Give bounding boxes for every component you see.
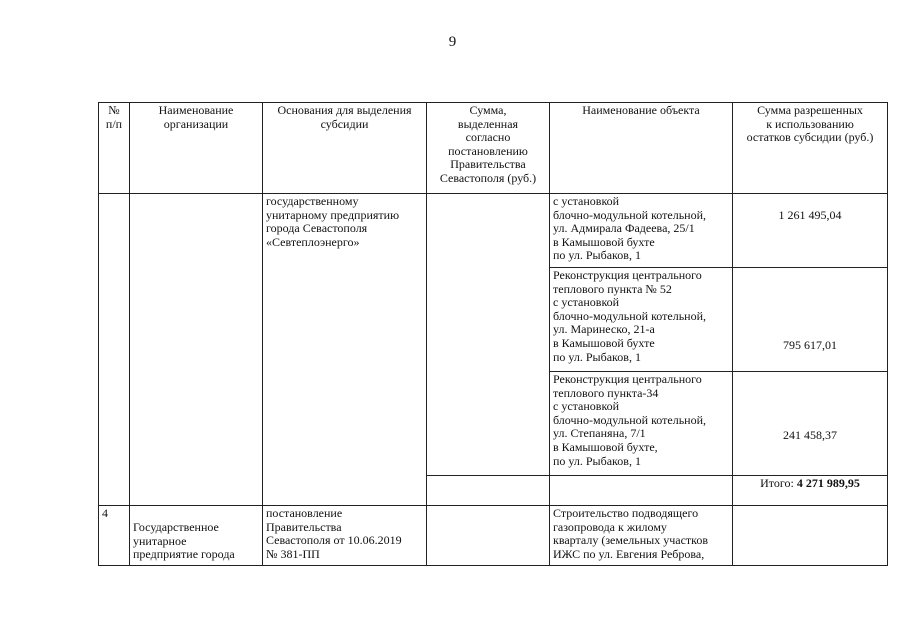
- cell-object-2: Реконструкция центрального теплового пункта № 52 с установкой блочно-модульной котельной, ул. Маринеско, 21-а в Камышовой бухте по ул. Рыбаков, 1: [550, 268, 733, 372]
- cell-sum-2: 795 617,01: [733, 268, 888, 372]
- total-label: Итого:: [760, 476, 794, 490]
- cell-object-3: Реконструкция центрального теплового пункта-34 с установкой блочно-модульной котельной, ул. Степаняна, 7/1 в Камышовой бухте, по ул. Рыбаков, 1: [550, 372, 733, 476]
- cell-amount-total: [427, 476, 550, 506]
- cell-object-total: [550, 476, 733, 506]
- page-number: 9: [448, 34, 457, 50]
- cell-sum-4: [733, 506, 888, 566]
- cell-num-4: 4: [99, 506, 130, 566]
- cell-sum-1: 1 261 495,04: [733, 194, 888, 268]
- table-row: [99, 506, 888, 566]
- cell-total: [733, 476, 888, 506]
- cell-object-1: с установкой блочно-модульной котельной, ул. Адмирала Фадеева, 25/1 в Камышовой бухте по ул. Рыбаков, 1: [550, 194, 733, 268]
- header-amount: Сумма, выделенная согласно постановлению Правительства Севастополя (руб.): [427, 103, 550, 194]
- cell-object-4: Строительство подводящего газопровода к жилому кварталу (земельных участков ИЖС по ул. Евгения Реброва,: [550, 506, 733, 566]
- subsidy-table: [98, 102, 888, 566]
- cell-amount-continued: [427, 194, 550, 476]
- header-num: № п/п: [99, 103, 130, 194]
- header-object: Наименование объекта: [550, 103, 733, 194]
- header-basis: Основания для выделения субсидии: [263, 103, 427, 194]
- header-remaining: Сумма разрешенных к использованию остатков субсидии (руб.): [733, 103, 888, 194]
- table-header-row: [99, 103, 888, 194]
- table-row: [99, 194, 888, 268]
- cell-org-4: Государственное унитарное предприятие города: [130, 506, 263, 566]
- total-value: 4 271 989,95: [796, 476, 860, 490]
- cell-sum-3: 241 458,37: [733, 372, 888, 476]
- cell-amount-4: [427, 506, 550, 566]
- cell-org-continued: [130, 194, 263, 506]
- cell-num-continued: [99, 194, 130, 506]
- cell-basis-4: постановление Правительства Севастополя от 10.06.2019 № 381-ПП: [263, 506, 427, 566]
- cell-basis-continued: государственному унитарному предприятию города Севастополя «Севтеплоэнерго»: [263, 194, 427, 506]
- header-organization: Наименование организации: [130, 103, 263, 194]
